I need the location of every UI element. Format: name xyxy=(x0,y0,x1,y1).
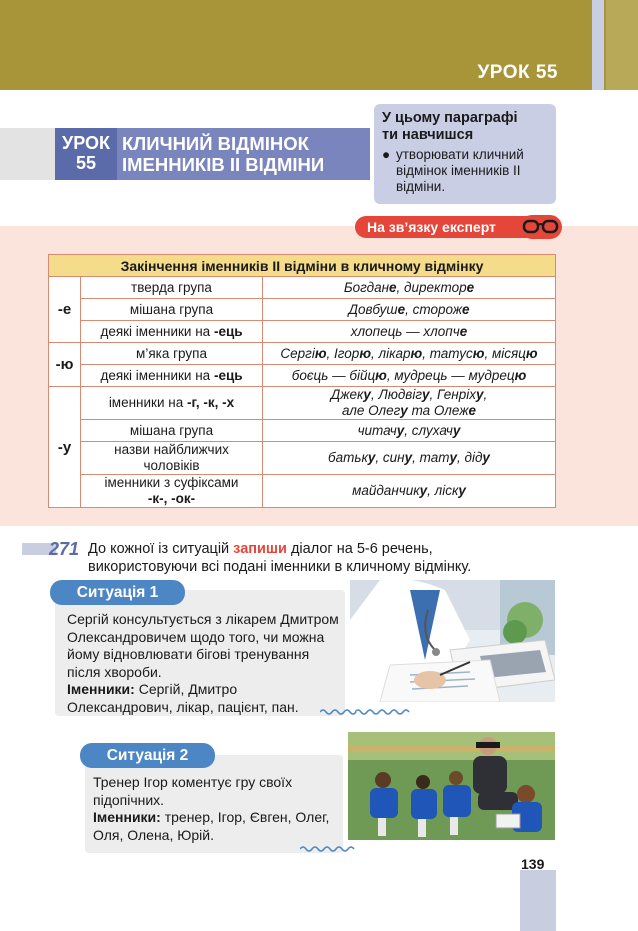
example-cell: батьку, сину, тату, діду xyxy=(263,442,556,475)
decorative-strip xyxy=(592,0,604,90)
group-cell: деякі іменники на -ець xyxy=(81,321,263,343)
group-cell: тверда група xyxy=(81,277,263,299)
lesson-number: 55 xyxy=(75,153,97,173)
example-cell: Сергію, Ігорю, лікарю, татусю, місяцю xyxy=(263,343,556,365)
learning-goals-box xyxy=(374,104,556,204)
decorative-strip xyxy=(606,0,638,90)
doctor-photo xyxy=(350,580,555,702)
table-row xyxy=(49,387,556,420)
lesson-title xyxy=(117,128,370,180)
group-cell: іменники на -г, -к, -х xyxy=(81,387,263,420)
coach-photo xyxy=(348,732,555,840)
group-cell: деякі іменники на -ець xyxy=(81,365,263,387)
wave-decoration xyxy=(355,708,415,716)
situation1-text xyxy=(67,611,342,716)
example-cell: хлопець — хлопче xyxy=(263,321,556,343)
lesson-header xyxy=(0,128,370,180)
endings-table xyxy=(48,254,556,508)
situation2-text xyxy=(93,774,338,844)
task-text-before: До кожної із ситуацій xyxy=(88,541,234,557)
wave-decoration xyxy=(320,708,360,716)
task-number xyxy=(22,539,80,559)
situation2-nouns: тренер, Ігор, Євген, Олег, Оля, Олена, Юрій. xyxy=(93,809,330,843)
group-cell: назви найближчих чоловіків xyxy=(81,442,263,475)
table-row xyxy=(49,321,556,343)
ending-cell: -е xyxy=(49,277,81,343)
situation1-nouns: Сергій, Дмитро Олександрович, лікар, пацієнт, пан. xyxy=(67,681,299,715)
situation2-description: Тренер Ігор коментує гру своїх підопічних. xyxy=(93,774,293,808)
task-keyword: запиши xyxy=(233,541,287,557)
task-number-text: 271 xyxy=(49,539,80,559)
example-cell: Джеку, Людвігу, Генріху, але Олегу та Олеже xyxy=(263,387,556,420)
table-row xyxy=(49,442,556,475)
bullet-icon: ● xyxy=(382,147,391,162)
example-cell: майданчику, ліску xyxy=(263,475,556,508)
situation1-description: Сергій консультується з лікарем Дмитром Олександровичем щодо того, чи можна йому відновлювати бігові тренування після хвороби. xyxy=(67,611,339,680)
table-title: Закінчення іменників ІІ відміни в кличному відмінку xyxy=(49,255,556,277)
situation1-label: Ситуація 1 xyxy=(50,580,185,605)
lesson-title-line1: КЛИЧНИЙ ВІДМІНОК xyxy=(122,133,309,154)
page-number: 139 xyxy=(521,856,545,872)
glasses-icon xyxy=(520,215,562,239)
table-row xyxy=(49,299,556,321)
example-cell: читачу, слухачу xyxy=(263,420,556,442)
learning-goal-item xyxy=(382,147,548,195)
group-cell: мішана група xyxy=(81,299,263,321)
lesson-tag: УРОК 55 xyxy=(477,62,558,83)
group-cell: м’яка група xyxy=(81,343,263,365)
task-text xyxy=(88,540,538,576)
learning-goals-title xyxy=(382,110,548,144)
table-row xyxy=(49,365,556,387)
table-row xyxy=(49,343,556,365)
group-cell: іменники з суфіксами -к-, -ок- xyxy=(81,475,263,508)
table-row xyxy=(49,277,556,299)
situation1-nouns-label: Іменники: xyxy=(67,681,135,697)
lesson-word: УРОК xyxy=(62,133,110,153)
example-cell: Богдане, директоре xyxy=(263,277,556,299)
situation2-nouns-label: Іменники: xyxy=(93,809,161,825)
learning-goal-text: утворювати кличний відмінок іменників ІІ відміни. xyxy=(396,147,524,194)
example-cell: боєць — бійцю, мудрець — мудрецю xyxy=(263,365,556,387)
group-cell: мішана група xyxy=(81,420,263,442)
lesson-title-line2: ІМЕННИКІВ ІІ ВІДМІНИ xyxy=(122,154,325,175)
example-cell: Довбуше, стороже xyxy=(263,299,556,321)
header-gray-block xyxy=(0,128,55,180)
expert-badge: На зв’язку експерт xyxy=(355,216,530,238)
learning-goals-title-line2: ти навчишся xyxy=(382,127,474,143)
ending-cell: -у xyxy=(49,387,81,508)
lesson-number-block xyxy=(55,128,117,180)
situation2-label: Ситуація 2 xyxy=(80,743,215,768)
learning-goals-title-line1: У цьому параграфі xyxy=(382,110,518,126)
ending-cell: -ю xyxy=(49,343,81,387)
page-side-bar xyxy=(520,870,556,931)
table-row xyxy=(49,420,556,442)
task-text-after: діалог на 5-6 речень, використовуючи всі подані іменники в кличному відмінку. xyxy=(88,541,472,575)
header-band xyxy=(0,0,638,90)
table-row xyxy=(49,475,556,508)
wave-decoration xyxy=(300,845,360,853)
